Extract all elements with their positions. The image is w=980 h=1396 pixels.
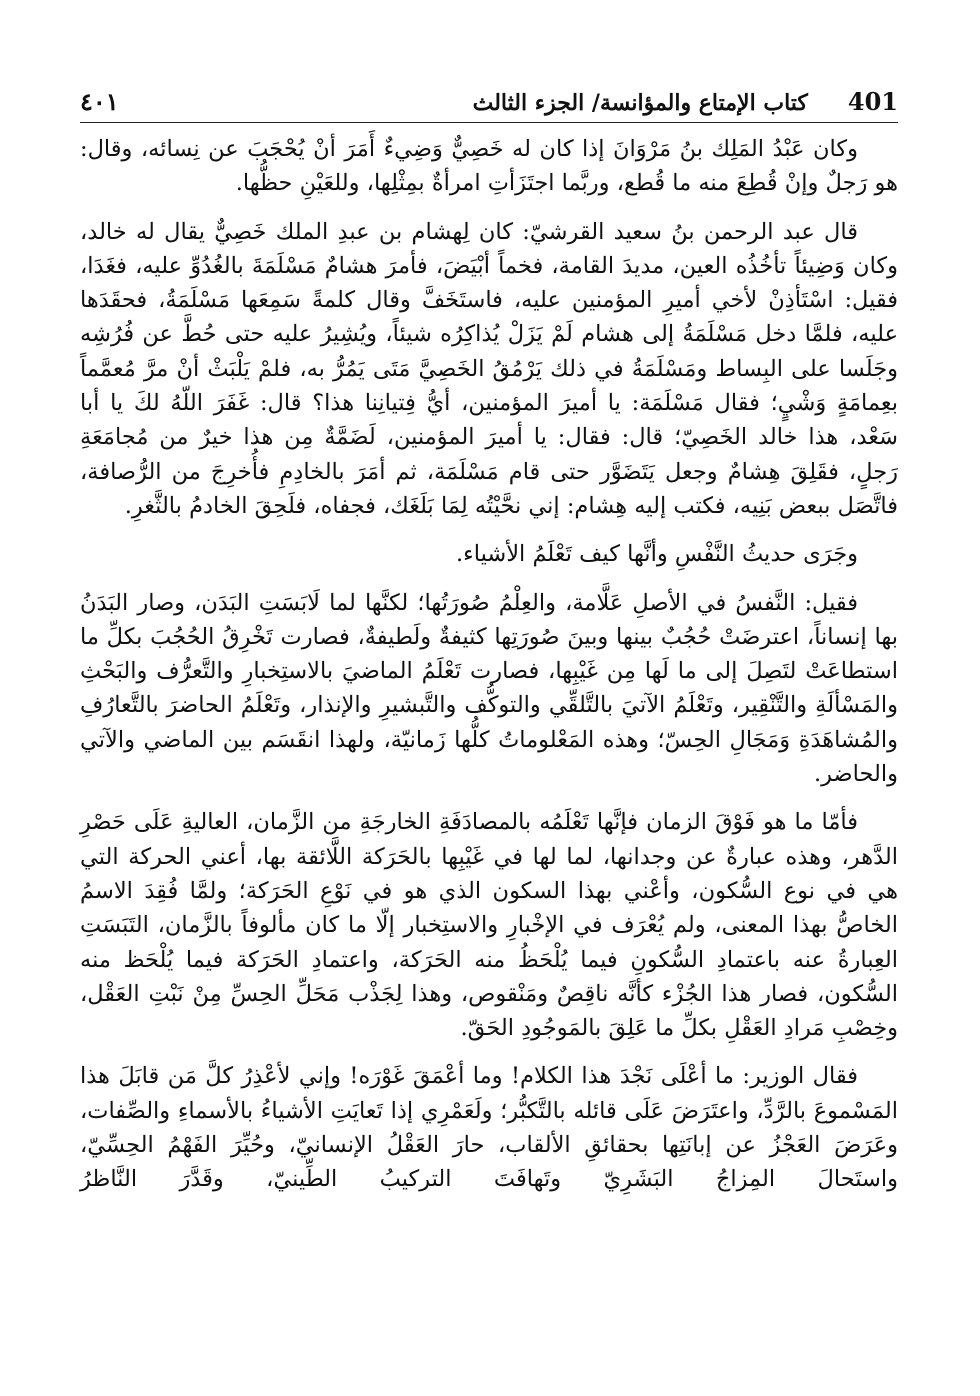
paragraph-5: فأمّا ما هو فَوْقَ الزمان فإنَّها تَعْلَمُه بالمصادَفَةِ الخارجَةِ من الزَّمان، العاليةِ عَلَى حَصْرِ الدَّهر، وهذه عبارةٌ عن وجدانها، لما لها في غَيْبِها بالحَرَكة اللَّائقة بها، أعني الحركة التي هي في نوع السُّكون، وأعْني بهذا السكون الذي هو في نَوْعِ الحَرَكة؛ ولمَّا فُقِدَ الاسمُ الخاصُّ بهذا المعنى، ولم يُعْرَف في الإخْبارِ والاستِخبار إلّا ما كان مألوفاً بالزَّمان، التَبَسَتِ العِبارةُ عنه باعتمادِ السُّكونِ فيما يُلْحَظُ منه الحَرَكة، واعتمادِ الحَرَكة فيما يُلْحَظ منه السُّكون، فصار هذا الجُزْء كأنَّه ناقِصٌ ومَنْقوص، وهذا لِجَذْب مَحَلِّ الحِسِّ مِنْ نَبْتِ العَقْل، وخِصْبِ مَرادِ العَقْلِ بكلِّ ما عَلِقَ بالمَوجُودِ الحَقّ. bbox=[80, 809, 898, 1042]
paragraph-2: قال عبد الرحمن بنُ سعيد القرشيّ: كان لِهشام بن عبدِ الملك خَصِيٌّ يقال له خالد، وكان وَضِيئاً تأخُذُه العين، مديدَ القامة، فخماً أبْيَضَ، فأمرَ هشامٌ مَسْلَمَةَ بالغُدُوِّ عليه، فغَدَا، فقيل: اسْتَأذِنْ لأخي أميرِ المؤمنين عليه، فاستَخَفَّ وقال كلمةً سَمِعَها مَسْلَمَةُ، فحقَدَها عليه، فلمَّا دخل مَسْلَمَةُ إلى هشام لَمْ يَزَلْ يُذاكِرُه شيئاً، ويُشِيرُ عليه حتى حُطَّ عن فُرُشِه وجَلَسا على البِساط ومَسْلَمَةُ في ذلك يَرْمُقُ الخَصِيَّ مَتَى يَمُرُّ به، فلمْ يَلْبَثْ أنْ مرَّ مُعمَّماً بعِمامَةٍ وَشْيٍ؛ فقال مَسْلَمَة: يا أميرَ المؤمنين، أيُّ فِتيانِنا هذا؟ قال: غَفَرَ اللّهُ لكَ يا أبا سَعْد، هذا خالد الخَصِيّ؛ قال: فقال: يا أميرَ المؤمنين، لَضَمَّةٌ مِن هذا خيرٌ من مُجامَعَةِ رَجلٍ، فقَلِقَ هِشامٌ وجعل يَتَضَوَّر حتى قام مَسْلَمَة، ثم أمَرَ بالخادِمِ فأُخرِجَ من الرُّصافة، فاتَّصَل ببعض بَنِيه، فكتب إليه هِشام: إني نحَّيْتُه لِمَا بَلَغَك، فجفاه، فلَحِقَ الخادمُ بالثَّغرِ. bbox=[80, 218, 898, 519]
page-number-arabic: ٤٠١ bbox=[80, 87, 119, 116]
paragraph-3: وجَرَى حديثُ النَّفْسِ وأنَّها كيف تَعْلَمُ الأشياء. bbox=[455, 541, 858, 568]
body-text bbox=[80, 132, 898, 1197]
paragraph-4: فقيل: النَّفسُ في الأصلِ عَلَّامة، والعِلْمُ صُورَتُها؛ لكنَّها لما لَابَسَتِ البَدَن، وصار البَدَنُ بها إنساناً، اعترضَتْ حُجُبٌ بينها وبينَ صُورَتِها كثيفةٌ ولَطيفةٌ، فصارت تَخْرِقُ الحُجُبَ بكلِّ ما استطاعَتْ لتَصِلَ إلى ما لَها مِن غَيْبِها، فصارت تَعْلَمُ الماضيَ بالاستِخبارِ والتَّعرُّف والبَحْثِ والمَسْألَةِ والتَّنْقِير، وتَعْلَمُ الآتيَ بالتَّلقِّي والتوكُّف والتَّبشيرِ والإنذار، وتَعْلَمُ الحاضرَ بالتَّعارُفِ والمُشاهَدَةِ وَمَجَالِ الحِسّ؛ وهذه المَعْلوماتُ كلُّها زَمانيّة، ولهذا انقَسَم بين الماضي والآتي والحاضر. bbox=[80, 589, 898, 788]
page-number: 401 bbox=[847, 87, 898, 116]
paragraph-6: فقال الوزير: ما أعْلَى نَجْدَ هذا الكلام! وما أعْمَقَ غَوْرَه! وإني لأعْذِرُ كلَّ مَن قابَلَ هذا المَسْموعَ بالرَّدِّ، واعتَرَضَ عَلَى قائله بالتَّكبُّر؛ ولَعَمْرِي إذا تَعايَتِ الأشياءُ بالأسماءِ والصِّفات، وعَرَضَ العَجْزُ عن إبانَتِها بحقائقِ الألقاب، حارَ العَقْلُ الإنسانيّ، وحُيِّرَ الفَهْمُ الحِسِّيّ، واستَحالَ المِزاجُ البَشَرِيّ وتَهافَتَ التركيبُ الطِّينيّ، وقَدَّرَ النَّاظرُ bbox=[80, 1063, 898, 1193]
header-right-group bbox=[473, 87, 898, 122]
running-header bbox=[80, 82, 898, 123]
paragraph-1: وكان عَبْدُ المَلِك بنُ مَرْوَانَ إذا كان له خَصِيٌّ وَضِيءٌ أَمَرَ أنْ يُحْجَبَ عن نِسائه، وقال: هو رَجلٌ وإنْ قُطِعَ منه ما قُطع، وربَّما اجتَزَأتِ امرأةٌ بمِثْلِها، وللعَيْنِ حظُّها. bbox=[80, 136, 898, 197]
running-title: كتاب الإمتاع والمؤانسة/ الجزء الثالث bbox=[472, 90, 808, 116]
